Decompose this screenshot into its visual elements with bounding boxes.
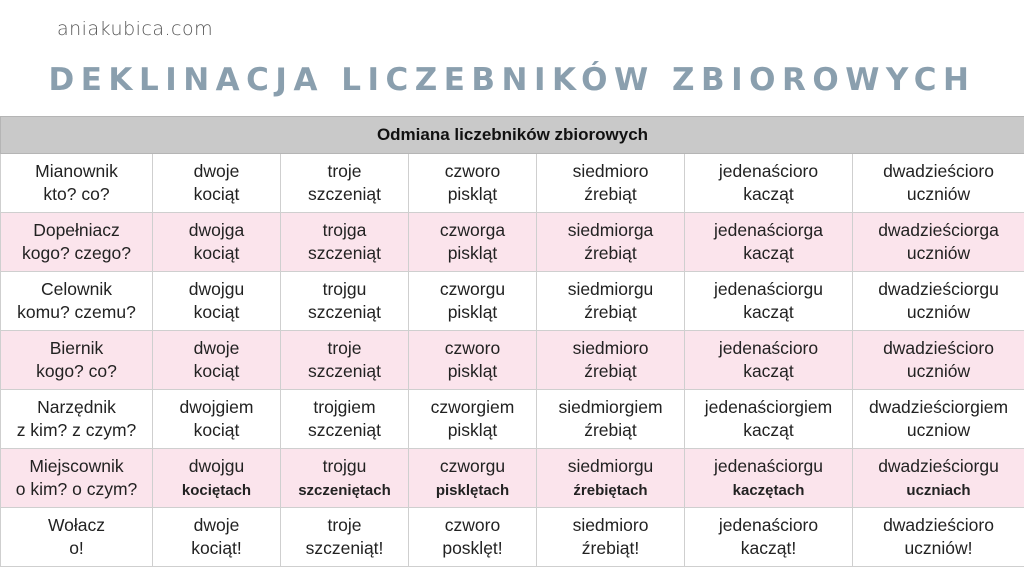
form-cell — [153, 213, 281, 272]
form-cell — [537, 331, 685, 390]
noun: kacząt — [743, 184, 794, 204]
noun: kaczętach — [732, 481, 805, 499]
page-title: DEKLINACJA LICZEBNIKÓW ZBIOROWYCH — [48, 62, 976, 98]
numeral: troje — [327, 515, 362, 535]
noun: źrebiąt — [584, 302, 637, 322]
form-cell — [853, 272, 1024, 331]
numeral: dwadzieścioro — [883, 515, 994, 535]
form-cell — [281, 272, 409, 331]
table-row — [1, 154, 1024, 213]
noun: źrebiąt! — [581, 538, 640, 558]
noun: uczniow — [906, 420, 971, 440]
form-cell — [281, 508, 409, 567]
case-name: Celownik — [41, 279, 112, 299]
form-cell — [685, 508, 853, 567]
numeral: siedmiorgu — [567, 279, 654, 299]
form-cell — [409, 213, 537, 272]
noun: posklęt! — [442, 538, 503, 558]
form-cell — [537, 272, 685, 331]
form-cell — [281, 449, 409, 508]
noun: kacząt — [743, 361, 794, 381]
form-cell — [153, 390, 281, 449]
noun: uczniów — [906, 361, 971, 381]
numeral: dwojgu — [188, 279, 245, 299]
form-cell — [853, 508, 1024, 567]
numeral: jedenaścioro — [718, 161, 819, 181]
form-cell — [281, 390, 409, 449]
noun: uczniów! — [904, 538, 973, 558]
form-cell — [153, 331, 281, 390]
noun: szczeniąt — [308, 243, 381, 263]
form-cell — [685, 213, 853, 272]
noun: uczniów — [906, 302, 971, 322]
numeral: dwadzieściorgiem — [868, 397, 1009, 417]
numeral: siedmioro — [572, 338, 649, 358]
case-name: Wołacz — [47, 515, 106, 535]
noun: kacząt — [743, 302, 794, 322]
case-question: kogo? czego? — [22, 243, 131, 263]
table-caption: Odmiana liczebników zbiorowych — [1, 117, 1024, 154]
form-cell — [853, 154, 1024, 213]
noun: źrebiąt — [584, 361, 637, 381]
table-row — [1, 390, 1024, 449]
case-cell — [1, 272, 153, 331]
noun: kociąt — [193, 420, 240, 440]
noun: pisklętach — [435, 481, 510, 499]
noun: źrebiętach — [573, 481, 648, 499]
table-row — [1, 213, 1024, 272]
form-cell — [153, 154, 281, 213]
noun: źrebiąt — [584, 243, 637, 263]
case-question: z kim? z czym? — [16, 420, 137, 440]
numeral: siedmioro — [572, 515, 649, 535]
numeral: czworgu — [439, 279, 506, 299]
form-cell — [409, 272, 537, 331]
noun: szczeniąt — [308, 302, 381, 322]
numeral: jedenaściorgu — [714, 455, 823, 476]
case-question: o! — [69, 538, 84, 558]
noun: kacząt — [743, 420, 794, 440]
numeral: czworga — [439, 220, 506, 240]
case-cell — [1, 390, 153, 449]
numeral: dwoje — [193, 338, 240, 358]
numeral: siedmiorgiem — [558, 397, 663, 417]
numeral: trojgiem — [313, 397, 376, 417]
form-cell — [409, 154, 537, 213]
noun: kociętach — [181, 481, 252, 499]
table-row — [1, 449, 1024, 508]
case-question: o kim? o czym? — [15, 479, 138, 499]
noun: szczeniąt — [308, 184, 381, 204]
noun: kociąt — [193, 361, 240, 381]
noun: piskląt — [447, 361, 498, 381]
numeral: troje — [327, 161, 362, 181]
table-row — [1, 508, 1024, 567]
numeral: trojgu — [322, 455, 367, 476]
form-cell — [537, 508, 685, 567]
form-cell — [409, 508, 537, 567]
form-cell — [853, 449, 1024, 508]
declension-table — [0, 116, 1024, 567]
numeral: dwojga — [188, 220, 245, 240]
numeral: czworo — [444, 161, 501, 181]
case-name: Narzędnik — [37, 397, 116, 417]
form-cell — [537, 390, 685, 449]
form-cell — [409, 449, 537, 508]
case-name: Dopełniacz — [33, 220, 120, 240]
numeral: czworgiem — [430, 397, 515, 417]
form-cell — [281, 154, 409, 213]
form-cell — [409, 331, 537, 390]
case-cell — [1, 331, 153, 390]
noun: szczeniąt — [308, 420, 381, 440]
noun: piskląt — [447, 302, 498, 322]
numeral: dwadzieściorgu — [878, 279, 999, 299]
form-cell — [281, 213, 409, 272]
numeral: troje — [327, 338, 362, 358]
form-cell — [685, 154, 853, 213]
numeral: siedmioro — [572, 161, 649, 181]
noun: uczniów — [906, 184, 971, 204]
form-cell — [153, 508, 281, 567]
form-cell — [853, 213, 1024, 272]
numeral: trojga — [322, 220, 367, 240]
numeral: dwojgu — [188, 455, 245, 476]
case-name: Biernik — [49, 338, 104, 358]
noun: szczeniętach — [298, 481, 391, 499]
numeral: czworo — [444, 515, 501, 535]
case-question: kogo? co? — [36, 361, 117, 381]
form-cell — [853, 390, 1024, 449]
form-cell — [853, 331, 1024, 390]
numeral: dwoje — [193, 161, 240, 181]
noun: kociąt — [193, 184, 240, 204]
noun: źrebiąt — [584, 420, 637, 440]
case-question: komu? czemu? — [17, 302, 136, 322]
numeral: dwadzieścioro — [883, 338, 994, 358]
case-name: Mianownik — [35, 161, 118, 181]
form-cell — [537, 213, 685, 272]
noun: kacząt! — [740, 538, 797, 558]
noun: szczeniąt — [308, 361, 381, 381]
form-cell — [153, 449, 281, 508]
form-cell — [153, 272, 281, 331]
form-cell — [685, 449, 853, 508]
noun: kociąt — [193, 243, 240, 263]
form-cell — [281, 331, 409, 390]
numeral: siedmiorgu — [567, 455, 654, 476]
numeral: jedenaściorgu — [714, 279, 823, 299]
form-cell — [685, 331, 853, 390]
numeral: jedenaściorga — [714, 220, 823, 240]
noun: uczniów — [906, 243, 971, 263]
case-question: kto? co? — [43, 184, 110, 204]
case-cell — [1, 154, 153, 213]
site-url: aniakubica.com — [57, 18, 214, 40]
numeral: trojgu — [322, 279, 367, 299]
numeral: czworo — [444, 338, 501, 358]
numeral: jedenaściorgiem — [704, 397, 833, 417]
numeral: dwadzieścioro — [883, 161, 994, 181]
numeral: jedenaścioro — [718, 338, 819, 358]
noun: szczeniąt! — [305, 538, 384, 558]
case-cell — [1, 213, 153, 272]
noun: źrebiąt — [584, 184, 637, 204]
noun: kociąt! — [191, 538, 242, 558]
noun: uczniach — [906, 481, 971, 499]
numeral: dwojgiem — [179, 397, 254, 417]
noun: piskląt — [447, 420, 498, 440]
noun: kociąt — [193, 302, 240, 322]
case-name: Miejscownik — [29, 456, 124, 476]
form-cell — [409, 390, 537, 449]
form-cell — [537, 449, 685, 508]
form-cell — [685, 272, 853, 331]
numeral: dwoje — [193, 515, 240, 535]
noun: piskląt — [447, 184, 498, 204]
case-cell — [1, 508, 153, 567]
numeral: siedmiorga — [567, 220, 654, 240]
numeral: jedenaścioro — [718, 515, 819, 535]
form-cell — [537, 154, 685, 213]
numeral: dwadzieściorga — [878, 220, 999, 240]
table-row — [1, 272, 1024, 331]
form-cell — [685, 390, 853, 449]
case-cell — [1, 449, 153, 508]
table-row — [1, 331, 1024, 390]
noun: piskląt — [447, 243, 498, 263]
numeral: dwadzieściorgu — [878, 455, 999, 476]
noun: kacząt — [743, 243, 794, 263]
numeral: czworgu — [439, 455, 506, 476]
